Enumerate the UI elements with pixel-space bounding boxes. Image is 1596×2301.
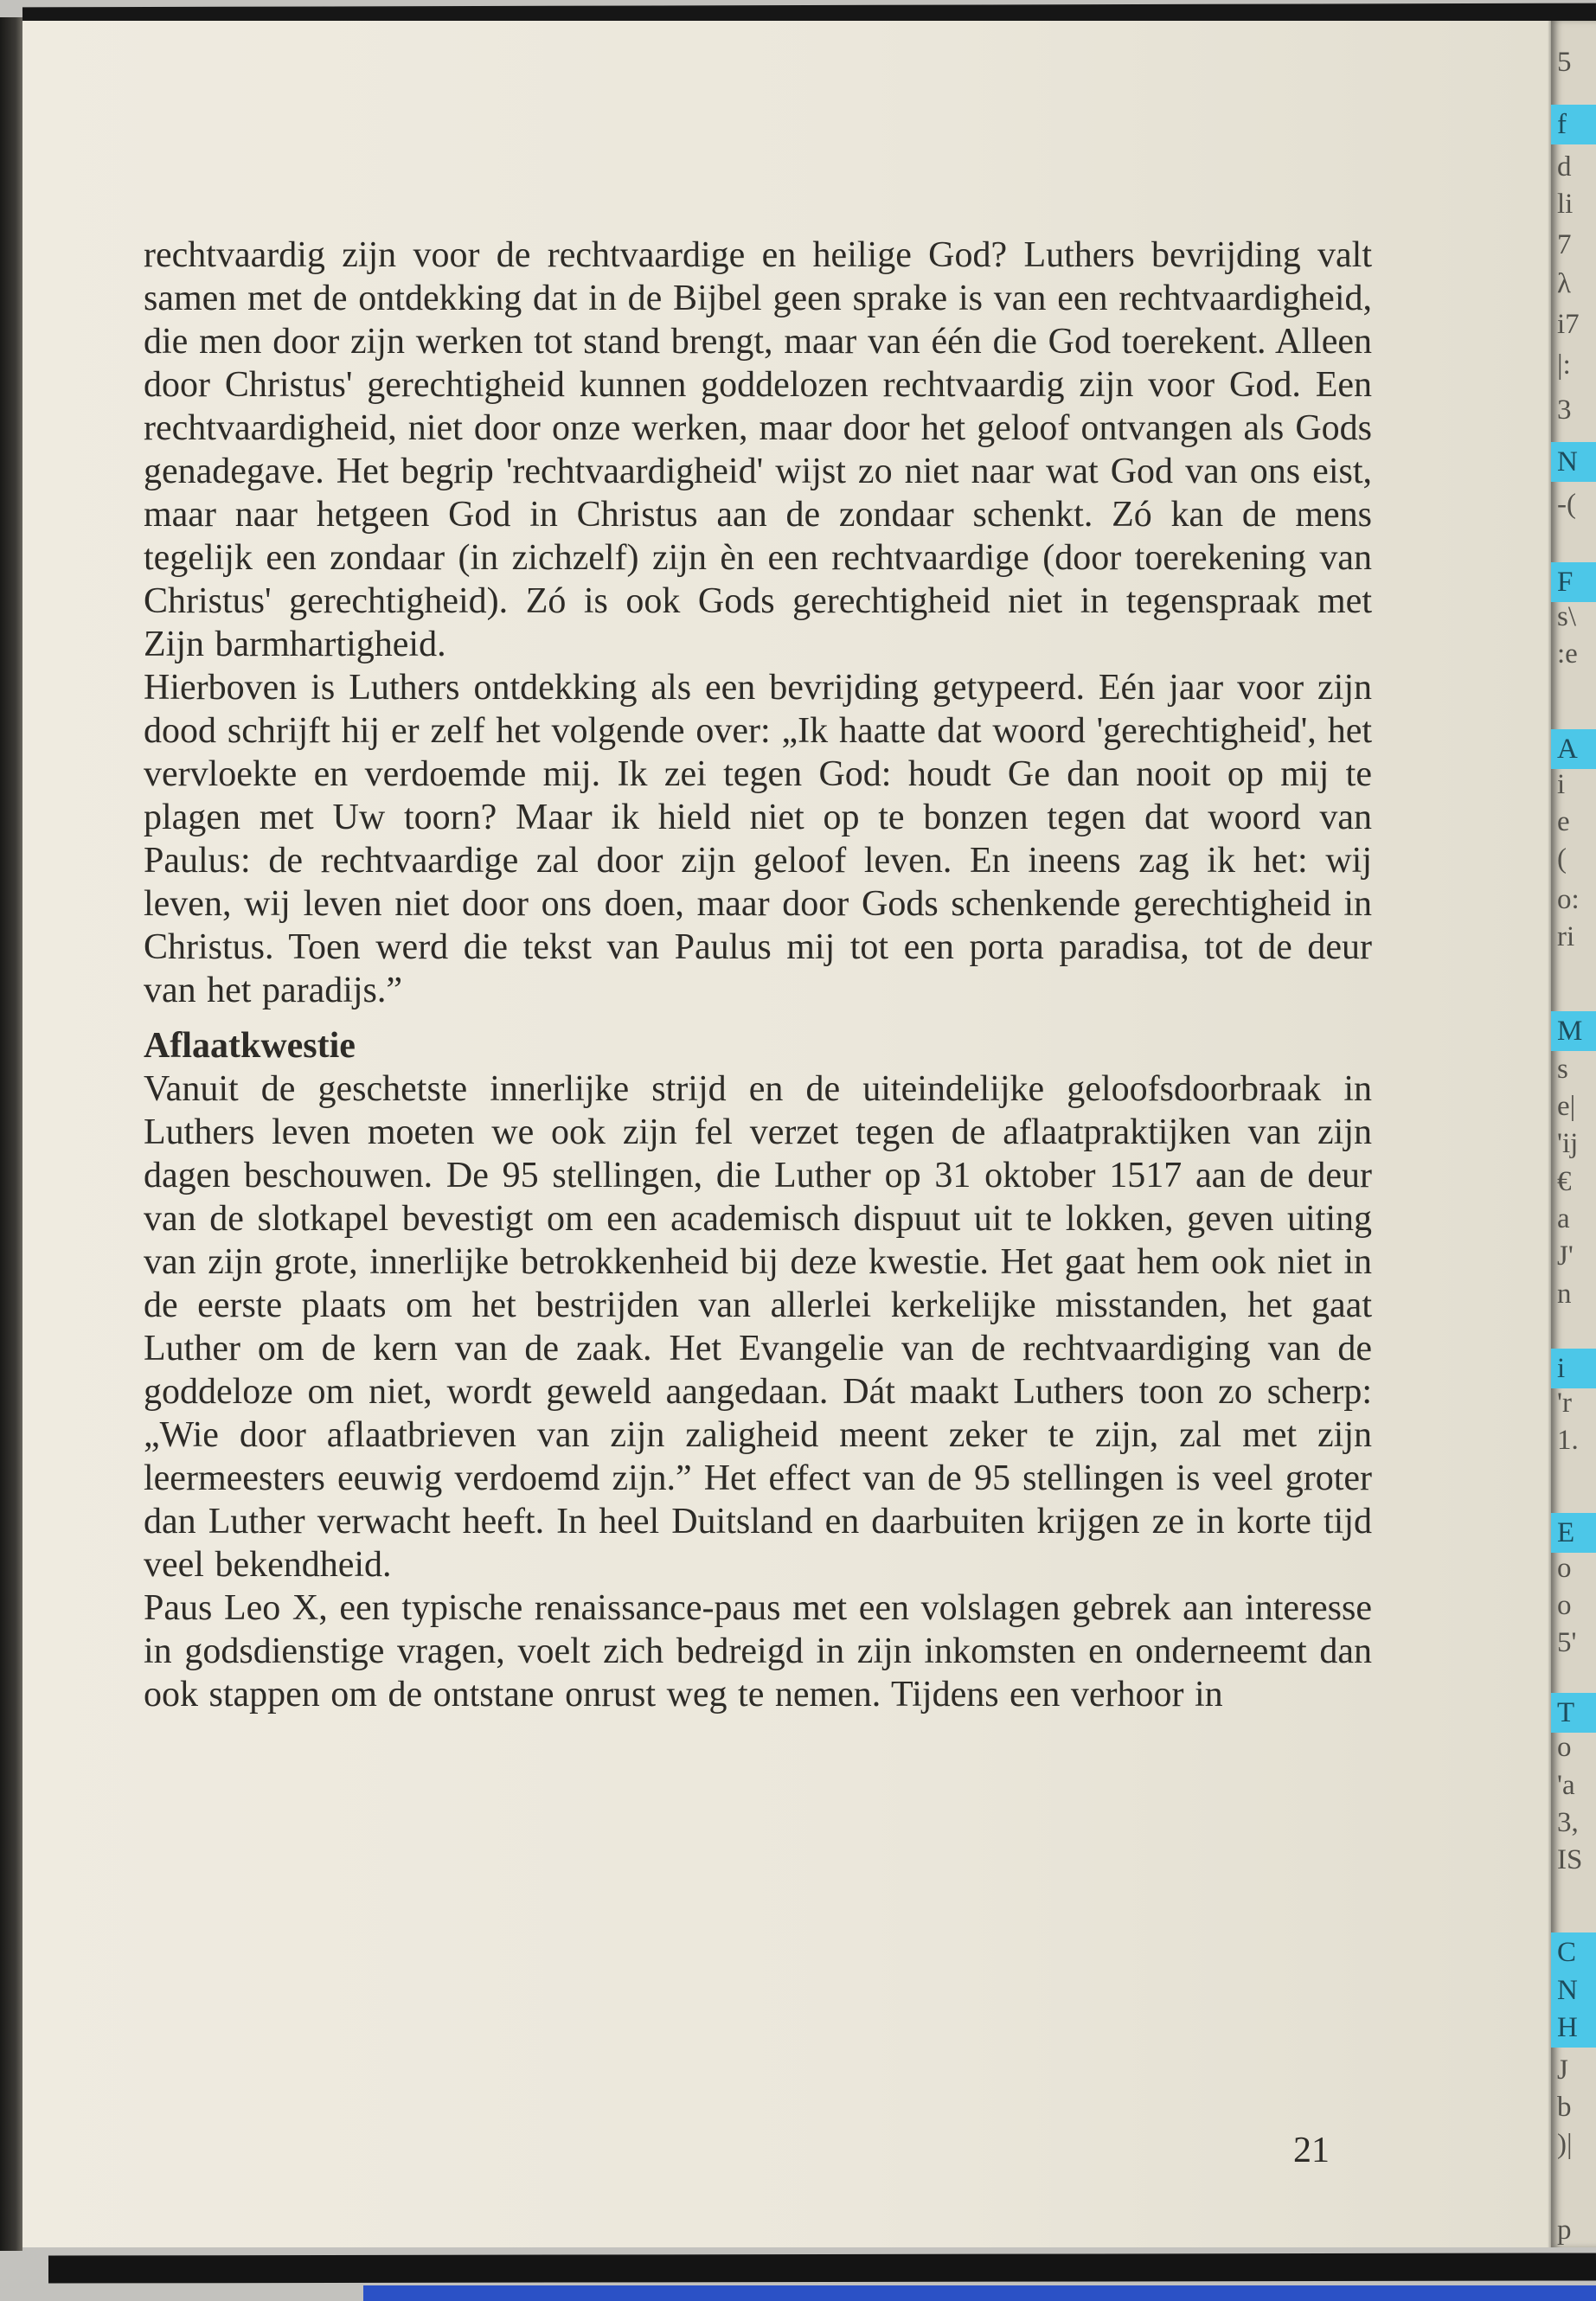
- edge-fragment: |:: [1557, 349, 1571, 381]
- edge-fragment: o:: [1557, 884, 1580, 915]
- edge-fragment: (: [1557, 843, 1567, 875]
- edge-fragment: 'r: [1557, 1388, 1572, 1419]
- edge-fragment: IS: [1557, 1844, 1583, 1875]
- paragraph: rechtvaardig zijn voor de rechtvaardige en heilige God? Luthers bevrijding valt samen met de ontdekking dat in de Bijbel geen sprake is van een rechtvaardigheid, die men door zijn werken tot stand brengt, maar van één die God toerekent. Alleen door Christus' gerechtigheid kunnen goddelozen rechtvaardig zijn voor God. Een rechtvaardigheid, niet door onze werken, maar door het geloof ontvangen als Gods genadegave. Het begrip 'rechtvaardigheid' wijst zo niet naar wat God van ons eist, maar naar hetgeen God in Christus aan de zondaar schenkt. Zó kan de mens tegelijk een zondaar (in zichzelf) zijn èn een rechtvaardige (door toerekening van Christus' gerechtigheid). Zó is ook Gods gerechtigheid niet in tegenspraak met Zijn barmhartigheid.: [144, 235, 1372, 664]
- paragraph-group-justification: [144, 234, 1372, 1012]
- edge-fragment-highlighted: F: [1551, 562, 1596, 602]
- edge-fragment: €: [1557, 1166, 1572, 1197]
- edge-fragment: :e: [1557, 638, 1578, 670]
- edge-fragment: o: [1557, 1553, 1572, 1584]
- edge-fragment-highlighted: C: [1551, 1932, 1596, 1972]
- edge-fragment: λ: [1557, 268, 1572, 299]
- bottom-blue-line: [363, 2285, 1596, 2301]
- book-page: [22, 21, 1551, 2247]
- edge-fragment-highlighted: i: [1551, 1349, 1596, 1388]
- edge-fragment: 3,: [1557, 1807, 1579, 1838]
- edge-fragment: o: [1557, 1732, 1572, 1763]
- edge-fragment: J: [1557, 2054, 1568, 2086]
- paragraph: Hierboven is Luthers ontdekking als een bevrijding getypeerd. Eén jaar voor zijn dood schrijft hij er zelf het volgende over: „Ik haatte dat woord 'gerechtigheid', het vervloekte en verdoemde mij. Ik zei tegen God: houdt Ge dan nooit op mij te plagen met Uw toorn? Maar ik hield niet op te bonzen tegen dat woord van Paulus: de rechtvaardige zal door zijn geloof leven. En ineens zag ik het: wij leven, wij leven niet door ons doen, maar door Gods schenkende gerechtigheid in Christus. Toen werd die tekst van Paulus mij tot een porta paradisa, tot de deur van het paradijs.”: [144, 668, 1372, 1010]
- edge-fragment: )|: [1557, 2129, 1573, 2160]
- edge-fragment: 3: [1557, 394, 1572, 426]
- edge-fragment: 5': [1557, 1627, 1577, 1658]
- edge-fragment-highlighted: A: [1551, 729, 1596, 769]
- edge-fragment: i: [1557, 769, 1566, 800]
- page-number: 21: [1293, 2131, 1330, 2170]
- edge-fragment: a: [1557, 1203, 1570, 1234]
- edge-fragment: 'a: [1557, 1770, 1575, 1801]
- edge-fragment: 7: [1557, 229, 1572, 260]
- scan-bottom-edge: [48, 2253, 1596, 2283]
- edge-fragment-highlighted: E: [1551, 1513, 1596, 1553]
- edge-fragment: n: [1557, 1279, 1572, 1310]
- edge-fragment-highlighted: T: [1551, 1693, 1596, 1733]
- edge-fragment: 'ij: [1557, 1128, 1579, 1159]
- edge-fragment: e|: [1557, 1091, 1576, 1122]
- section-heading: Aflaatkwestie: [144, 1026, 356, 1066]
- paragraph: Vanuit de geschetste innerlijke strijd en de uiteindelijke geloofsdoorbraak in Luthers leven moeten we ook zijn fel verzet tegen de aflaatpraktijken van zijn dagen beschouwen. De 95 stellingen, die Luther op 31 oktober 1517 aan de deur van de slotkapel bevestigt om een academisch dispuut uit te lokken, geven uiting van zijn grote, innerlijke betrokkenheid bij deze kwestie. Het gaat hem ook niet in de eerste plaats om het bestrijden van allerlei kerkelijke misstanden, het gaat Luther om de kern van de zaak. Het Evangelie van de rechtvaardiging van de goddeloze om niet, wordt geweld aangedaan. Dát maakt Luthers toon zo scherp: „Wie door aflaatbrieven van zijn zaligheid meent zeker te zijn, zal met zijn leermeesters eeuwig verdoemd zijn.” Het effect van de 95 stellingen is veel groter dan Luther verwacht heeft. In heel Duitsland en daarbuiten krijgen ze in korte tijd veel bekendheid.: [144, 1069, 1372, 1585]
- edge-fragment: li: [1557, 189, 1574, 220]
- edge-fragment-highlighted: f: [1551, 105, 1596, 144]
- edge-fragment: p: [1557, 2214, 1572, 2246]
- edge-fragment-highlighted: N: [1551, 1971, 1596, 2010]
- edge-fragment: -(: [1557, 489, 1576, 520]
- edge-fragment: 1.: [1557, 1425, 1579, 1456]
- edge-fragment: e: [1557, 806, 1570, 837]
- paragraph-group-indulgences: [144, 1067, 1372, 1716]
- edge-fragment: s: [1557, 1054, 1568, 1085]
- edge-fragment-highlighted: N: [1551, 442, 1596, 482]
- edge-fragment: ri: [1557, 921, 1575, 952]
- edge-fragment: d: [1557, 151, 1572, 183]
- body-text: [144, 234, 1372, 1716]
- edge-fragment-highlighted: H: [1551, 2008, 1596, 2048]
- edge-fragment: i7: [1557, 309, 1580, 340]
- edge-fragment-highlighted: M: [1551, 1011, 1596, 1051]
- adjacent-page-edge: [1551, 21, 1596, 2247]
- edge-fragment: o: [1557, 1590, 1572, 1621]
- edge-fragment: J': [1557, 1240, 1574, 1272]
- edge-fragment: 5: [1557, 47, 1572, 78]
- edge-fragment: b: [1557, 2092, 1572, 2123]
- book-gutter-shadow: [0, 17, 22, 2251]
- paragraph: Paus Leo X, een typische renaissance-paus met een volslagen gebrek aan interesse in godsdienstige vragen, voelt zich bedreigd in zijn inkomsten en onderneemt dan ook stappen om de ontstane onrust weg te nemen. Tijdens een verhoor in: [144, 1588, 1372, 1715]
- edge-fragment: s\: [1557, 601, 1577, 632]
